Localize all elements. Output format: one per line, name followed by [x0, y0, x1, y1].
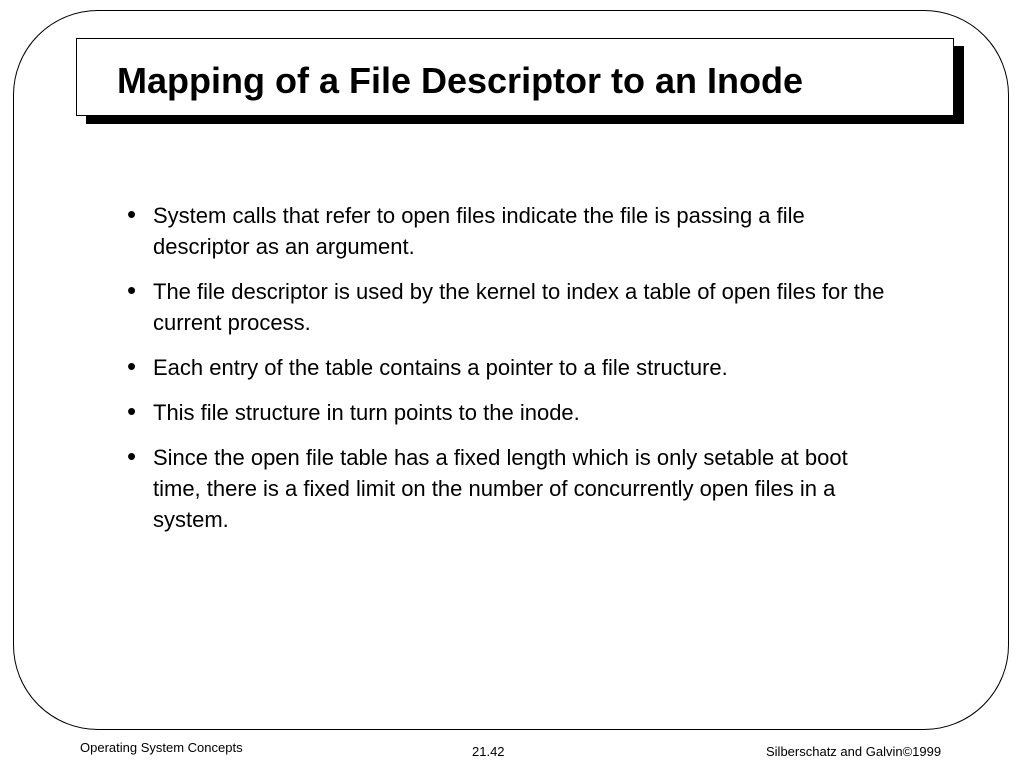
- bullet-list: [127, 200, 887, 549]
- footer-course-title: Operating System Concepts: [80, 740, 243, 755]
- bullet-icon: •: [127, 441, 137, 471]
- slide-title: Mapping of a File Descriptor to an Inode: [117, 60, 804, 101]
- bullet-text: The file descriptor is used by the kernel to index a table of open files for the current process.: [153, 279, 885, 335]
- title-box: [76, 38, 954, 116]
- bullet-icon: •: [127, 396, 137, 426]
- bullet-text: This file structure in turn points to the inode.: [153, 400, 580, 425]
- bullet-text: Each entry of the table contains a pointer to a file structure.: [153, 355, 728, 380]
- bullet-text: Since the open file table has a fixed length which is only setable at boot time, there is a fixed limit on the number of concurrently open files in a system.: [153, 445, 848, 532]
- footer-page-number: 21.42: [472, 744, 505, 759]
- bullet-item: [127, 352, 887, 383]
- bullet-text: System calls that refer to open files indicate the file is passing a file descriptor as an argument.: [153, 203, 805, 259]
- bullet-item: [127, 397, 887, 428]
- bullet-item: [127, 276, 887, 338]
- bullet-icon: •: [127, 275, 137, 305]
- bullet-icon: •: [127, 351, 137, 381]
- footer-copyright: Silberschatz and Galvin©1999: [766, 744, 942, 759]
- bullet-item: [127, 200, 887, 262]
- bullet-item: [127, 442, 887, 535]
- bullet-icon: •: [127, 199, 137, 229]
